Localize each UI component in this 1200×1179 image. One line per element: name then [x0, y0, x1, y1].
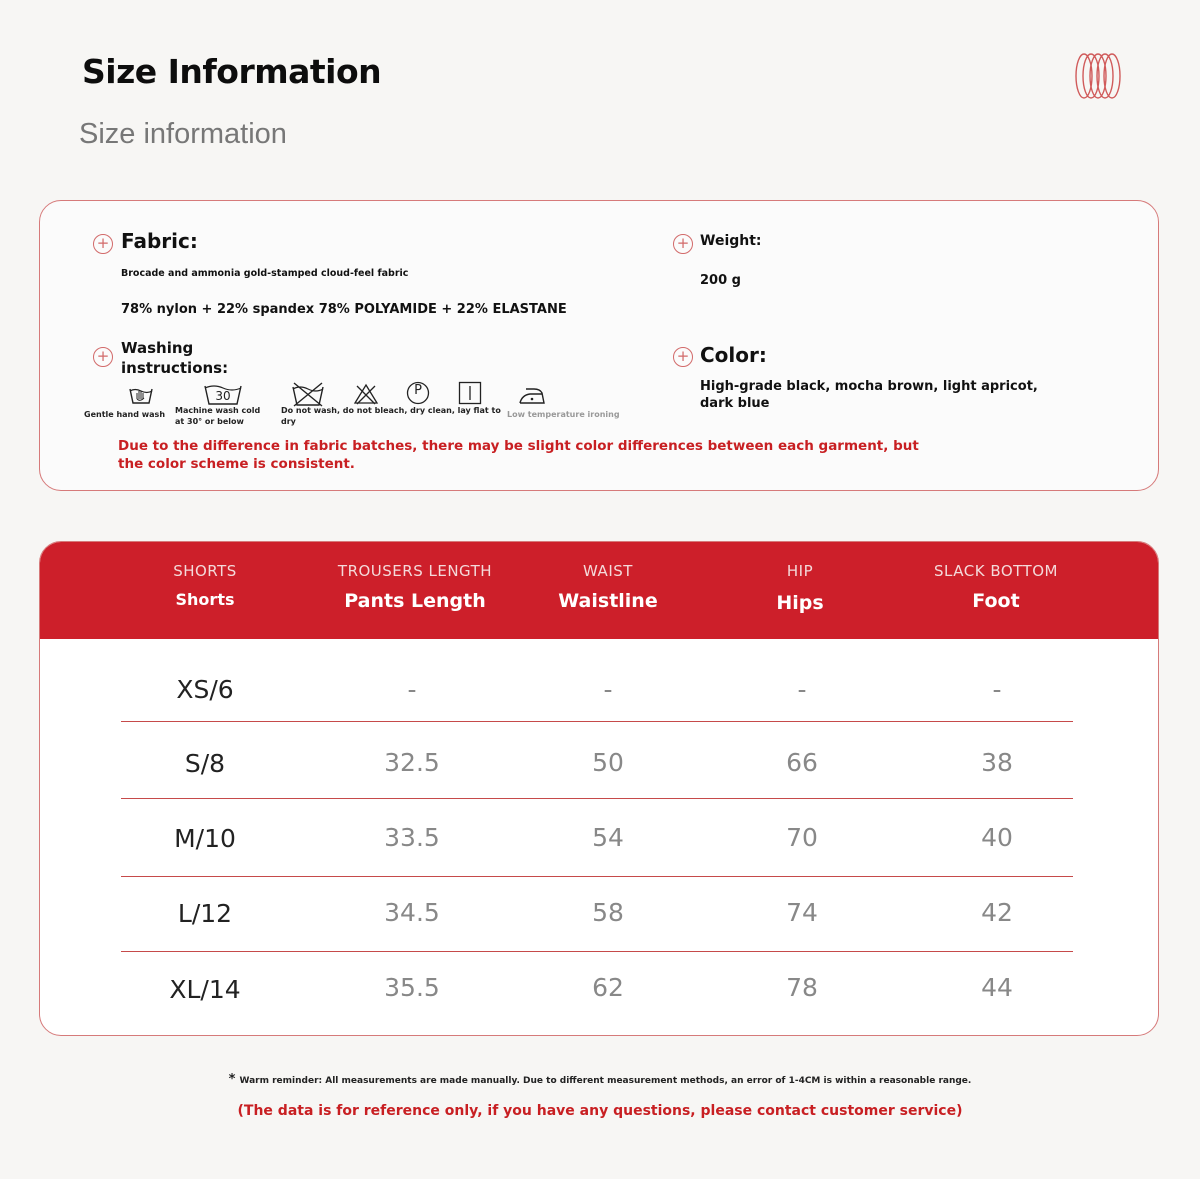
color-label: Color: — [700, 343, 767, 367]
foot-cell: - — [992, 675, 1002, 704]
washing-label: Washing instructions: — [121, 339, 229, 377]
pants-length-cell: - — [407, 675, 417, 704]
size-cell: XS/6 — [176, 675, 234, 704]
plus-circle-icon: + — [673, 347, 693, 367]
do-not-wash-caption: Do not wash, do not bleach, dry clean, lay flat to dry — [281, 406, 501, 426]
size-table-header: SHORTS Shorts TROUSERS LENGTH Pants Length WAIST Waistline HIP Hips SLACK BOTTOM Foot — [40, 542, 1158, 639]
plus-circle-icon: + — [93, 234, 113, 254]
fabric-label: Fabric: — [121, 229, 198, 253]
hips-cell: 78 — [786, 973, 818, 1002]
asterisk: * — [228, 1072, 236, 1087]
size-cell: XL/14 — [169, 975, 241, 1004]
weight-value: 200 g — [700, 273, 741, 288]
hand-wash-icon — [128, 383, 154, 405]
low-temp-iron-caption: Low temperature ironing — [507, 410, 620, 419]
page-subtitle: Size information — [79, 118, 287, 150]
contact-note: (The data is for reference only, if you have any questions, please contact customer service) — [237, 1103, 963, 1119]
page-title: Size Information — [82, 52, 382, 91]
fabric-composition: 78% nylon + 22% spandex 78% POLYAMIDE + 22% ELASTANE — [121, 302, 567, 317]
hips-cell: 74 — [786, 898, 818, 927]
waistline-cell: 50 — [592, 748, 624, 777]
size-cell: M/10 — [174, 824, 236, 853]
hips-cell: - — [797, 675, 807, 704]
color-value: High-grade black, mocha brown, light apricot, dark blue — [700, 379, 1038, 411]
do-not-wash-icon — [290, 381, 326, 407]
foot-cell: 44 — [981, 973, 1013, 1002]
hips-cell: 66 — [786, 748, 818, 777]
row-divider — [121, 876, 1073, 877]
low-temp-iron-icon — [518, 383, 546, 405]
foot-cell: 38 — [981, 748, 1013, 777]
size-cell: S/8 — [184, 749, 226, 778]
foot-cell: 42 — [981, 898, 1013, 927]
waistline-cell: 54 — [592, 823, 624, 852]
wash-temperature: 30 — [215, 389, 231, 403]
waistline-cell: 58 — [592, 898, 624, 927]
color-difference-note: Due to the difference in fabric batches, there may be slight color differences between each garment, but the color scheme is consistent. — [118, 438, 919, 472]
rings-logo-icon — [1072, 52, 1124, 100]
fabric-description: Brocade and ammonia gold-stamped cloud-feel fabric — [121, 268, 409, 279]
lay-flat-dry-icon — [458, 381, 482, 405]
size-table — [39, 541, 1159, 1036]
row-divider — [121, 798, 1073, 799]
pants-length-cell: 32.5 — [384, 748, 440, 777]
machine-wash-caption: Machine wash cold at 30° or below — [175, 406, 261, 426]
foot-cell: 40 — [981, 823, 1013, 852]
fabric-info-card — [39, 200, 1159, 491]
size-cell: L/12 — [177, 899, 233, 928]
do-not-bleach-icon — [353, 383, 379, 405]
hand-wash-caption: Gentle hand wash — [84, 410, 166, 419]
row-divider — [121, 721, 1073, 722]
measurement-reminder — [0, 1072, 1200, 1087]
pants-length-cell: 33.5 — [384, 823, 440, 852]
plus-circle-icon: + — [673, 234, 693, 254]
weight-label: Weight: — [700, 233, 762, 249]
waistline-cell: - — [603, 675, 613, 704]
plus-circle-icon: + — [93, 347, 113, 367]
pants-length-cell: 35.5 — [384, 973, 440, 1002]
waistline-cell: 62 — [592, 973, 624, 1002]
dry-clean-letter: P — [414, 383, 422, 398]
row-divider — [121, 951, 1073, 952]
reminder-text: Warm reminder: All measurements are made manually. Due to different measurement methods, an error of 1-4CM is within a reasonable range. — [239, 1076, 972, 1086]
pants-length-cell: 34.5 — [384, 898, 440, 927]
hips-cell: 70 — [786, 823, 818, 852]
